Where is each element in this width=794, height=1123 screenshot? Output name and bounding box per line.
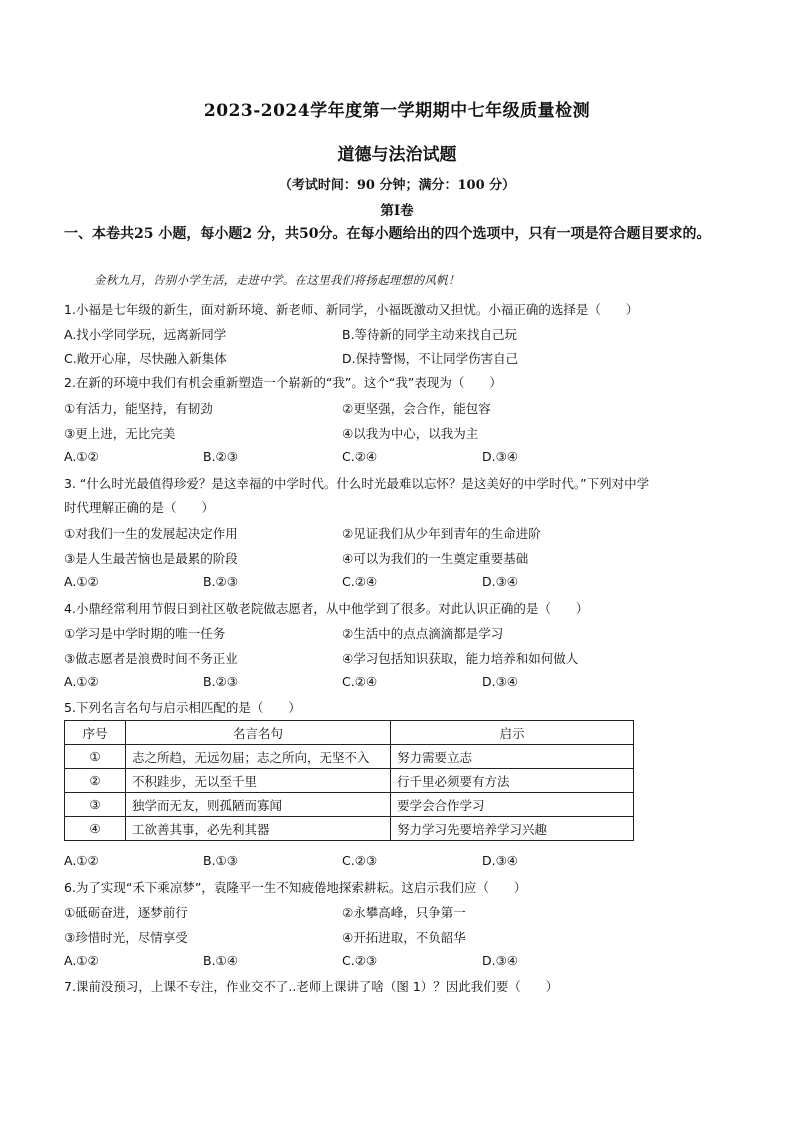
table-cell: 独学而无友，则孤陋而寡闻: [126, 793, 391, 817]
exam-info: （考试时间：90 分钟；满分：100 分）: [278, 178, 516, 193]
question-6-stem: 6.为了实现“禾下乘凉梦”，袁隆平一生不知疲倦地探索耕耘。这启示我们应（ ）: [64, 880, 527, 895]
question-2-option-d: D.③④: [482, 449, 519, 464]
question-7-stem: 7.课前没预习，上课不专注，作业交不了..老师上课讲了啥（图 1）？因此我们要（ ）: [64, 979, 559, 994]
question-3-statement-2: ②见证我们从少年到青年的生命进阶: [342, 526, 541, 541]
table-header-cell: 名言名句: [126, 721, 391, 745]
volume-label: 第Ⅰ卷: [380, 203, 414, 219]
question-2-option-b: B.②③: [203, 449, 238, 464]
quotes-table: [64, 720, 634, 841]
question-5-option-c: C.②③: [342, 853, 378, 868]
subject-title: 道德与法治试题: [337, 145, 457, 165]
table-cell: 工欲善其事，必先利其器: [126, 817, 391, 841]
question-4-option-d: D.③④: [482, 674, 519, 689]
question-5-option-a: A.①②: [64, 853, 99, 868]
table-row: [65, 793, 634, 817]
question-1-stem: 1.小福是七年级的新生，面对新环境、新老师、新同学，小福既激动又担忧。小福正确的选择是（ ）: [64, 302, 639, 317]
question-1-option-a: A.找小学同学玩，远离新同学: [64, 327, 227, 342]
table-row: [65, 745, 634, 769]
question-2-option-c: C.②④: [342, 449, 378, 464]
question-6-statement-1: ①砥砺奋进，逐梦前行: [64, 905, 188, 920]
question-4-option-a: A.①②: [64, 674, 99, 689]
question-5-stem: 5.下列名言名句与启示相匹配的是（ ）: [64, 700, 301, 715]
table-cell: ③: [65, 793, 126, 817]
question-2-option-a: A.①②: [64, 449, 99, 464]
question-1-option-b: B.等待新的同学主动来找自己玩: [342, 327, 518, 342]
question-4-statement-1: ①学习是中学时期的唯一任务: [64, 626, 226, 641]
table-cell: ④: [65, 817, 126, 841]
question-6-option-c: C.②③: [342, 953, 378, 968]
section-intro: 金秋九月，告别小学生活，走进中学。在这里我们将扬起理想的风帆！: [94, 273, 460, 287]
exam-title: 2023-2024学年度第一学期期中七年级质量检测: [203, 101, 591, 121]
question-3-stem-line-1: 3. “什么时光最值得珍爱？是这幸福的中学时代。什么时光最难以忘怀？是这美好的中学时代。”下列对中学: [64, 476, 650, 491]
question-3-option-a: A.①②: [64, 574, 99, 589]
question-6-statement-2: ②永攀高峰，只争第一: [342, 905, 466, 920]
question-6-statement-3: ③珍惜时光，尽情享受: [64, 930, 188, 945]
question-6-option-a: A.①②: [64, 953, 99, 968]
table-header-row: [65, 721, 634, 745]
question-5-option-d: D.③④: [482, 853, 519, 868]
table-cell: 努力学习先要培养学习兴趣: [391, 817, 634, 841]
question-2-statement-4: ④以我为中心，以我为主: [342, 426, 479, 441]
question-4-statement-2: ②生活中的点点滴滴都是学习: [342, 626, 504, 641]
table-cell: 要学会合作学习: [391, 793, 634, 817]
question-3-statement-1: ①对我们一生的发展起决定作用: [64, 526, 238, 541]
table-cell: ②: [65, 769, 126, 793]
question-6-option-b: B.①④: [203, 953, 238, 968]
question-4-statement-3: ③做志愿者是浪费时间不务正业: [64, 651, 238, 666]
question-2-statement-3: ③更上进，无比完美: [64, 426, 176, 441]
question-6-option-d: D.③④: [482, 953, 519, 968]
question-4-statement-4: ④学习包括知识获取，能力培养和如何做人: [342, 651, 579, 666]
question-4-option-c: C.②④: [342, 674, 378, 689]
question-4-option-b: B.②③: [203, 674, 238, 689]
table-cell: 行千里必须要有方法: [391, 769, 634, 793]
table-cell: 不积跬步，无以至千里: [126, 769, 391, 793]
table-row: [65, 769, 634, 793]
question-2-stem: 2.在新的环境中我们有机会重新塑造一个崭新的“我”。这个“我”表现为（ ）: [64, 375, 502, 390]
table-cell: ①: [65, 745, 126, 769]
question-6-statement-4: ④开拓进取，不负韶华: [342, 930, 466, 945]
question-4-stem: 4.小鼎经常利用节假日到社区敬老院做志愿者，从中他学到了很多。对此认识正确的是（ ）: [64, 601, 589, 616]
table-header-cell: 启示: [391, 721, 634, 745]
table-row: [65, 817, 634, 841]
question-1-option-d: D.保持警惕，不让同学伤害自己: [342, 351, 519, 366]
question-2-statement-2: ②更坚强，会合作，能包容: [342, 401, 491, 416]
question-5-option-b: B.①③: [203, 853, 238, 868]
question-3-stem-line-2: 时代理解正确的是（ ）: [64, 500, 215, 515]
question-2-statement-1: ①有活力，能坚持，有韧劲: [64, 401, 213, 416]
question-3-option-d: D.③④: [482, 574, 519, 589]
table-header-cell: 序号: [65, 721, 126, 745]
question-3-statement-3: ③是人生最苦恼也是最累的阶段: [64, 551, 238, 566]
question-1-option-c: C.敞开心扉，尽快融入新集体: [64, 351, 227, 366]
question-3-option-c: C.②④: [342, 574, 378, 589]
section-instruction: 一、本卷共25 小题，每小题2 分，共50分。在每小题给出的四个选项中，只有一项是符合题目要求的。: [64, 226, 711, 242]
question-3-statement-4: ④可以为我们的一生奠定重要基础: [342, 551, 529, 566]
table-cell: 努力需要立志: [391, 745, 634, 769]
table-cell: 志之所趋，无远勿届；志之所向，无坚不入: [126, 745, 391, 769]
question-3-option-b: B.②③: [203, 574, 238, 589]
